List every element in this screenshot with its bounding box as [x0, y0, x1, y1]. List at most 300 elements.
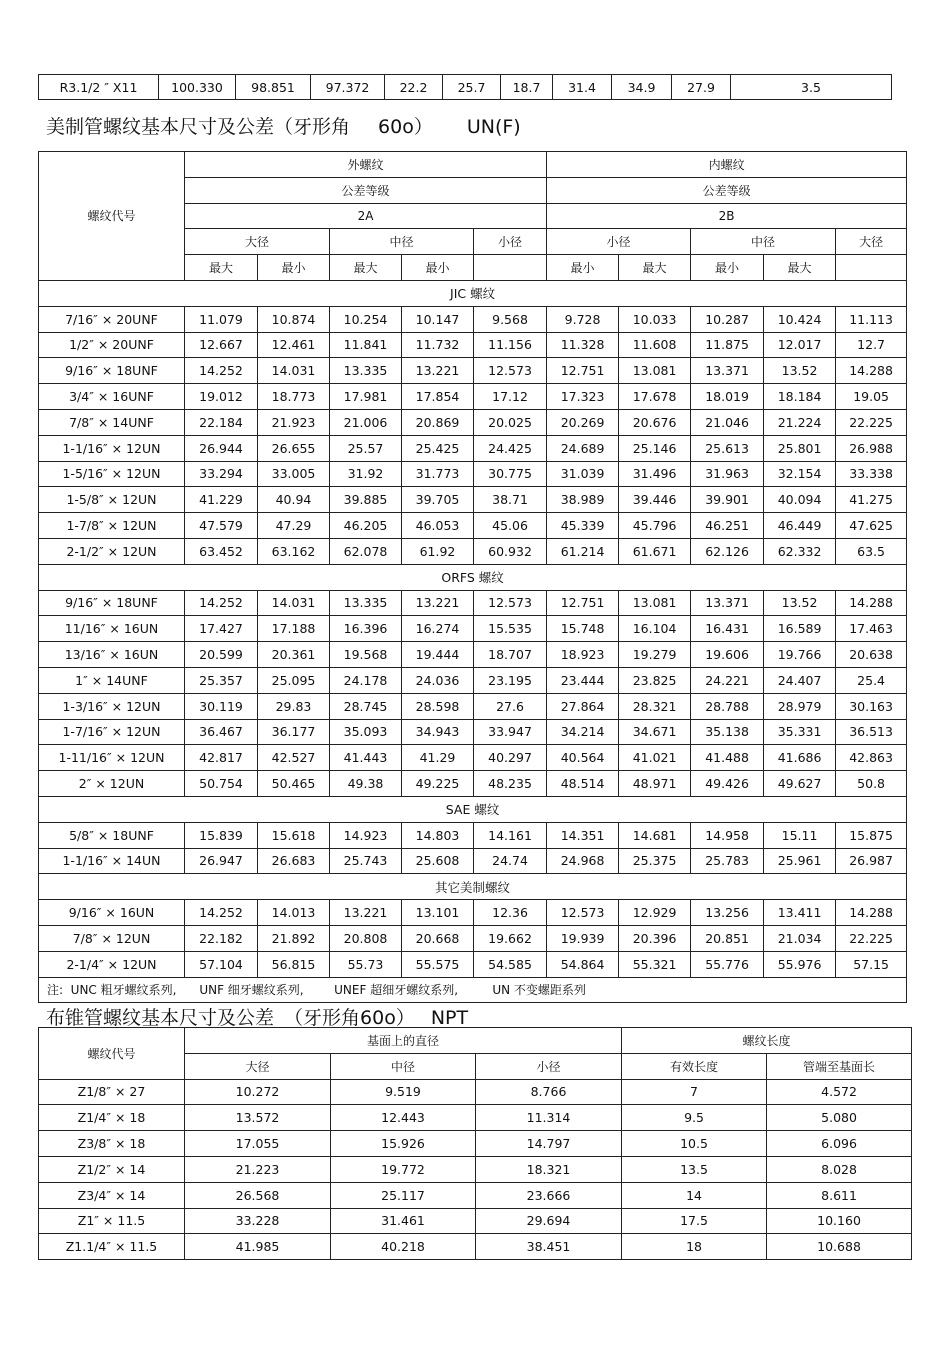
- value-cell: 29.694: [476, 1208, 622, 1234]
- un-thread-table: [38, 151, 907, 1003]
- section-title: SAE 螺纹: [39, 796, 907, 822]
- value-cell: 10.424: [764, 306, 836, 332]
- value-cell: 40.94: [258, 487, 330, 513]
- value-cell: 98.851: [236, 75, 311, 100]
- thread-code-cell: R3.1/2 ″ X11: [39, 75, 159, 100]
- table-row: [39, 75, 892, 100]
- value-cell: 46.251: [691, 513, 764, 539]
- value-cell: 30.775: [474, 461, 547, 487]
- value-cell: 11.113: [836, 306, 907, 332]
- value-cell: 55.976: [764, 951, 836, 977]
- value-cell: 57.15: [836, 951, 907, 977]
- thread-code-cell: 9/16″ × 18UNF: [39, 358, 185, 384]
- value-cell: 18.7: [501, 75, 553, 100]
- value-cell: 48.235: [474, 771, 547, 797]
- section-row: [39, 796, 907, 822]
- table-row: [39, 1131, 912, 1157]
- value-cell: 14.288: [836, 900, 907, 926]
- table-row: [39, 513, 907, 539]
- table-row: [39, 642, 907, 668]
- table-row: [39, 409, 907, 435]
- value-cell: 14.031: [258, 358, 330, 384]
- value-cell: 61.671: [619, 538, 691, 564]
- value-cell: 25.613: [691, 435, 764, 461]
- value-cell: 24.407: [764, 667, 836, 693]
- value-cell: 14.923: [330, 822, 402, 848]
- value-cell: 24.968: [547, 848, 619, 874]
- value-cell: 46.205: [330, 513, 402, 539]
- value-cell: 12.573: [474, 590, 547, 616]
- value-cell: 63.162: [258, 538, 330, 564]
- value-cell: 13.081: [619, 358, 691, 384]
- thread-code-cell: 7/16″ × 20UNF: [39, 306, 185, 332]
- value-cell: 13.411: [764, 900, 836, 926]
- thread-code-cell: Z1/2″ × 14: [39, 1156, 185, 1182]
- thread-code-cell: Z3/8″ × 18: [39, 1131, 185, 1157]
- value-cell: 41.488: [691, 745, 764, 771]
- value-cell: 35.138: [691, 719, 764, 745]
- value-cell: 10.287: [691, 306, 764, 332]
- value-cell: 15.839: [185, 822, 258, 848]
- value-cell: 13.371: [691, 590, 764, 616]
- value-cell: 15.11: [764, 822, 836, 848]
- table-row: [39, 848, 907, 874]
- value-cell: 39.705: [402, 487, 474, 513]
- value-cell: 55.73: [330, 951, 402, 977]
- value-cell: 50.8: [836, 771, 907, 797]
- header-empty: [474, 255, 547, 281]
- thread-code-cell: 13/16″ × 16UN: [39, 642, 185, 668]
- table-row: [39, 771, 907, 797]
- value-cell: 31.496: [619, 461, 691, 487]
- value-cell: 16.431: [691, 616, 764, 642]
- value-cell: 24.689: [547, 435, 619, 461]
- value-cell: 19.444: [402, 642, 474, 668]
- value-cell: 8.766: [476, 1079, 622, 1105]
- value-cell: 20.025: [474, 409, 547, 435]
- value-cell: 21.892: [258, 925, 330, 951]
- value-cell: 24.178: [330, 667, 402, 693]
- un-section-title: [46, 112, 521, 139]
- value-cell: 13.572: [185, 1105, 331, 1131]
- header-pitch-dia: 中径: [691, 229, 836, 255]
- value-cell: 38.989: [547, 487, 619, 513]
- value-cell: 14.797: [476, 1131, 622, 1157]
- value-cell: 20.269: [547, 409, 619, 435]
- value-cell: 31.039: [547, 461, 619, 487]
- value-cell: 11.328: [547, 332, 619, 358]
- value-cell: 21.006: [330, 409, 402, 435]
- value-cell: 26.944: [185, 435, 258, 461]
- thread-code-cell: Z3/4″ × 14: [39, 1182, 185, 1208]
- value-cell: 23.195: [474, 667, 547, 693]
- value-cell: 36.513: [836, 719, 907, 745]
- value-cell: 33.338: [836, 461, 907, 487]
- value-cell: 29.83: [258, 693, 330, 719]
- value-cell: 15.618: [258, 822, 330, 848]
- value-cell: 18.184: [764, 384, 836, 410]
- value-cell: 20.638: [836, 642, 907, 668]
- value-cell: 11.156: [474, 332, 547, 358]
- value-cell: 8.028: [767, 1156, 912, 1182]
- value-cell: 14.161: [474, 822, 547, 848]
- table-row: [39, 1156, 912, 1182]
- value-cell: 8.611: [767, 1182, 912, 1208]
- thread-code-cell: 9/16″ × 18UNF: [39, 590, 185, 616]
- header-thread-code: 螺纹代号: [39, 152, 185, 281]
- header-minor-dia: 小径: [547, 229, 691, 255]
- value-cell: 18.019: [691, 384, 764, 410]
- value-cell: 45.339: [547, 513, 619, 539]
- section-row: [39, 280, 907, 306]
- value-cell: 50.754: [185, 771, 258, 797]
- value-cell: 35.093: [330, 719, 402, 745]
- value-cell: 25.375: [619, 848, 691, 874]
- table-row: [39, 1079, 912, 1105]
- npt-header-thread-length: 螺纹长度: [622, 1028, 912, 1054]
- value-cell: 20.869: [402, 409, 474, 435]
- value-cell: 14.252: [185, 358, 258, 384]
- npt-header-end-to-plane: 管端至基面长: [767, 1053, 912, 1079]
- value-cell: 100.330: [159, 75, 236, 100]
- thread-code-cell: Z1.1/4″ × 11.5: [39, 1234, 185, 1260]
- value-cell: 25.608: [402, 848, 474, 874]
- value-cell: 7: [622, 1079, 767, 1105]
- value-cell: 11.079: [185, 306, 258, 332]
- value-cell: 33.228: [185, 1208, 331, 1234]
- value-cell: 28.979: [764, 693, 836, 719]
- value-cell: 14.681: [619, 822, 691, 848]
- value-cell: 13.081: [619, 590, 691, 616]
- section-title: JIC 螺纹: [39, 280, 907, 306]
- value-cell: 16.589: [764, 616, 836, 642]
- value-cell: 63.5: [836, 538, 907, 564]
- value-cell: 40.564: [547, 745, 619, 771]
- header-tolerance-grade: 公差等级: [185, 177, 547, 203]
- value-cell: 23.444: [547, 667, 619, 693]
- header-external: 外螺纹: [185, 152, 547, 178]
- value-cell: 6.096: [767, 1131, 912, 1157]
- npt-title-part: 布锥管螺纹基本尺寸及公差: [46, 1007, 275, 1029]
- value-cell: 25.357: [185, 667, 258, 693]
- value-cell: 34.671: [619, 719, 691, 745]
- value-cell: 34.214: [547, 719, 619, 745]
- top-partial-body: [39, 75, 892, 100]
- thread-code-cell: 1-7/8″ × 12UN: [39, 513, 185, 539]
- value-cell: 26.568: [185, 1182, 331, 1208]
- value-cell: 45.796: [619, 513, 691, 539]
- thread-code-cell: 11/16″ × 16UN: [39, 616, 185, 642]
- thread-code-cell: 1″ × 14UNF: [39, 667, 185, 693]
- value-cell: 24.74: [474, 848, 547, 874]
- value-cell: 10.160: [767, 1208, 912, 1234]
- thread-code-cell: 1-5/8″ × 12UN: [39, 487, 185, 513]
- value-cell: 42.527: [258, 745, 330, 771]
- value-cell: 10.033: [619, 306, 691, 332]
- value-cell: 49.225: [402, 771, 474, 797]
- value-cell: 27.9: [672, 75, 731, 100]
- value-cell: 17.12: [474, 384, 547, 410]
- value-cell: 15.875: [836, 822, 907, 848]
- table-row: [39, 925, 907, 951]
- value-cell: 28.788: [691, 693, 764, 719]
- table-row: [39, 719, 907, 745]
- header-pitch-dia: 中径: [330, 229, 474, 255]
- value-cell: 18.707: [474, 642, 547, 668]
- value-cell: 19.568: [330, 642, 402, 668]
- value-cell: 49.627: [764, 771, 836, 797]
- value-cell: 47.29: [258, 513, 330, 539]
- value-cell: 11.841: [330, 332, 402, 358]
- value-cell: 22.2: [385, 75, 443, 100]
- header-minor-dia: 小径: [474, 229, 547, 255]
- value-cell: 17.427: [185, 616, 258, 642]
- npt-title-part: （牙形角: [284, 1007, 361, 1029]
- value-cell: 10.254: [330, 306, 402, 332]
- value-cell: 18: [622, 1234, 767, 1260]
- value-cell: 56.815: [258, 951, 330, 977]
- value-cell: 39.885: [330, 487, 402, 513]
- value-cell: 9.568: [474, 306, 547, 332]
- value-cell: 15.535: [474, 616, 547, 642]
- value-cell: 12.461: [258, 332, 330, 358]
- value-cell: 26.655: [258, 435, 330, 461]
- value-cell: 30.163: [836, 693, 907, 719]
- value-cell: 48.514: [547, 771, 619, 797]
- value-cell: 17.188: [258, 616, 330, 642]
- value-cell: 20.599: [185, 642, 258, 668]
- value-cell: 31.461: [331, 1208, 476, 1234]
- thread-code-cell: 3/4″ × 16UNF: [39, 384, 185, 410]
- header-major-dia: 大径: [185, 229, 330, 255]
- value-cell: 41.29: [402, 745, 474, 771]
- section-row: [39, 564, 907, 590]
- value-cell: 31.963: [691, 461, 764, 487]
- value-cell: 12.667: [185, 332, 258, 358]
- value-cell: 33.947: [474, 719, 547, 745]
- npt-header-minor-dia: 小径: [476, 1053, 622, 1079]
- value-cell: 41.021: [619, 745, 691, 771]
- value-cell: 21.223: [185, 1156, 331, 1182]
- thread-code-cell: 2-1/4″ × 12UN: [39, 951, 185, 977]
- value-cell: 61.92: [402, 538, 474, 564]
- value-cell: 14.803: [402, 822, 474, 848]
- value-cell: 14.351: [547, 822, 619, 848]
- value-cell: 25.4: [836, 667, 907, 693]
- value-cell: 26.987: [836, 848, 907, 874]
- value-cell: 22.225: [836, 409, 907, 435]
- value-cell: 55.776: [691, 951, 764, 977]
- value-cell: 9.519: [331, 1079, 476, 1105]
- value-cell: 41.443: [330, 745, 402, 771]
- value-cell: 49.38: [330, 771, 402, 797]
- value-cell: 39.901: [691, 487, 764, 513]
- value-cell: 5.080: [767, 1105, 912, 1131]
- thread-code-cell: 1-5/16″ × 12UN: [39, 461, 185, 487]
- value-cell: 41.686: [764, 745, 836, 771]
- value-cell: 19.012: [185, 384, 258, 410]
- value-cell: 13.256: [691, 900, 764, 926]
- value-cell: 11.732: [402, 332, 474, 358]
- value-cell: 13.5: [622, 1156, 767, 1182]
- value-cell: 97.372: [311, 75, 385, 100]
- value-cell: 47.579: [185, 513, 258, 539]
- value-cell: 61.214: [547, 538, 619, 564]
- value-cell: 28.598: [402, 693, 474, 719]
- value-cell: 10.874: [258, 306, 330, 332]
- value-cell: 19.606: [691, 642, 764, 668]
- value-cell: 20.396: [619, 925, 691, 951]
- header-max: 最大: [619, 255, 691, 281]
- value-cell: 18.321: [476, 1156, 622, 1182]
- value-cell: 12.751: [547, 358, 619, 384]
- table-row: [39, 306, 907, 332]
- value-cell: 46.449: [764, 513, 836, 539]
- value-cell: 25.961: [764, 848, 836, 874]
- value-cell: 62.078: [330, 538, 402, 564]
- value-cell: 41.275: [836, 487, 907, 513]
- value-cell: 36.467: [185, 719, 258, 745]
- un-title-part: 美制管螺纹基本尺寸及公差（牙形角: [46, 116, 351, 138]
- section-title: ORFS 螺纹: [39, 564, 907, 590]
- value-cell: 25.146: [619, 435, 691, 461]
- value-cell: 40.094: [764, 487, 836, 513]
- value-cell: 46.053: [402, 513, 474, 539]
- value-cell: 25.57: [330, 435, 402, 461]
- npt-header-pitch-dia: 中径: [331, 1053, 476, 1079]
- value-cell: 21.034: [764, 925, 836, 951]
- npt-thread-table: [38, 1027, 912, 1260]
- value-cell: 19.662: [474, 925, 547, 951]
- value-cell: 14.288: [836, 590, 907, 616]
- value-cell: 20.668: [402, 925, 474, 951]
- value-cell: 30.119: [185, 693, 258, 719]
- value-cell: 9.728: [547, 306, 619, 332]
- value-cell: 31.773: [402, 461, 474, 487]
- value-cell: 12.017: [764, 332, 836, 358]
- thread-code-cell: 1-7/16″ × 12UN: [39, 719, 185, 745]
- value-cell: 33.005: [258, 461, 330, 487]
- value-cell: 12.929: [619, 900, 691, 926]
- value-cell: 47.625: [836, 513, 907, 539]
- npt-section-title: [46, 1003, 468, 1030]
- value-cell: 12.443: [331, 1105, 476, 1131]
- value-cell: 13.52: [764, 590, 836, 616]
- value-cell: 16.396: [330, 616, 402, 642]
- value-cell: 42.817: [185, 745, 258, 771]
- value-cell: 21.923: [258, 409, 330, 435]
- table-row: [39, 745, 907, 771]
- value-cell: 17.854: [402, 384, 474, 410]
- value-cell: 36.177: [258, 719, 330, 745]
- value-cell: 10.5: [622, 1131, 767, 1157]
- value-cell: 19.279: [619, 642, 691, 668]
- header-min: 最小: [691, 255, 764, 281]
- table-row: [39, 1105, 912, 1131]
- value-cell: 32.154: [764, 461, 836, 487]
- value-cell: 17.678: [619, 384, 691, 410]
- value-cell: 13.221: [402, 358, 474, 384]
- value-cell: 45.06: [474, 513, 547, 539]
- table-row: [39, 435, 907, 461]
- table-row: [39, 693, 907, 719]
- value-cell: 50.465: [258, 771, 330, 797]
- table-row: [39, 667, 907, 693]
- value-cell: 13.335: [330, 358, 402, 384]
- header-max: 最大: [330, 255, 402, 281]
- value-cell: 11.608: [619, 332, 691, 358]
- header-grade-2b: 2B: [547, 203, 907, 229]
- value-cell: 55.321: [619, 951, 691, 977]
- value-cell: 19.772: [331, 1156, 476, 1182]
- value-cell: 10.272: [185, 1079, 331, 1105]
- thread-code-cell: 5/8″ × 18UNF: [39, 822, 185, 848]
- value-cell: 10.688: [767, 1234, 912, 1260]
- thread-code-cell: Z1″ × 11.5: [39, 1208, 185, 1234]
- header-min: 最小: [402, 255, 474, 281]
- value-cell: 14.288: [836, 358, 907, 384]
- table-row: [39, 538, 907, 564]
- value-cell: 28.321: [619, 693, 691, 719]
- thread-code-cell: Z1/4″ × 18: [39, 1105, 185, 1131]
- value-cell: 39.446: [619, 487, 691, 513]
- value-cell: 9.5: [622, 1105, 767, 1131]
- value-cell: 15.748: [547, 616, 619, 642]
- value-cell: 23.666: [476, 1182, 622, 1208]
- npt-header-basic-plane: 基面上的直径: [185, 1028, 622, 1054]
- npt-header-effective-length: 有效长度: [622, 1053, 767, 1079]
- value-cell: 31.4: [553, 75, 612, 100]
- value-cell: 17.055: [185, 1131, 331, 1157]
- table-row: [39, 332, 907, 358]
- table-note: 注: UNC 粗牙螺纹系列, UNF 细牙螺纹系列, UNEF 超细牙螺纹系列, UN 不变螺距系列: [39, 977, 907, 1003]
- header-tolerance-grade: 公差等级: [547, 177, 907, 203]
- value-cell: 12.751: [547, 590, 619, 616]
- value-cell: 13.101: [402, 900, 474, 926]
- header-max: 最大: [764, 255, 836, 281]
- value-cell: 57.104: [185, 951, 258, 977]
- value-cell: 18.923: [547, 642, 619, 668]
- header-major-dia: 大径: [836, 229, 907, 255]
- un-title-part: UN(F): [466, 116, 521, 138]
- top-partial-table: [38, 74, 892, 100]
- value-cell: 41.229: [185, 487, 258, 513]
- value-cell: 17.981: [330, 384, 402, 410]
- header-min: 最小: [258, 255, 330, 281]
- table-row: [39, 1208, 912, 1234]
- table-row: [39, 590, 907, 616]
- value-cell: 25.7: [443, 75, 501, 100]
- value-cell: 20.851: [691, 925, 764, 951]
- value-cell: 13.371: [691, 358, 764, 384]
- un-title-part: 60o）: [378, 116, 433, 138]
- header-min: 最小: [547, 255, 619, 281]
- value-cell: 17.463: [836, 616, 907, 642]
- section-row: [39, 874, 907, 900]
- value-cell: 48.971: [619, 771, 691, 797]
- value-cell: 26.683: [258, 848, 330, 874]
- value-cell: 13.221: [330, 900, 402, 926]
- value-cell: 54.864: [547, 951, 619, 977]
- value-cell: 41.985: [185, 1234, 331, 1260]
- table-row: [39, 358, 907, 384]
- value-cell: 27.6: [474, 693, 547, 719]
- header-empty: [836, 255, 907, 281]
- value-cell: 12.7: [836, 332, 907, 358]
- value-cell: 14.958: [691, 822, 764, 848]
- value-cell: 18.773: [258, 384, 330, 410]
- value-cell: 33.294: [185, 461, 258, 487]
